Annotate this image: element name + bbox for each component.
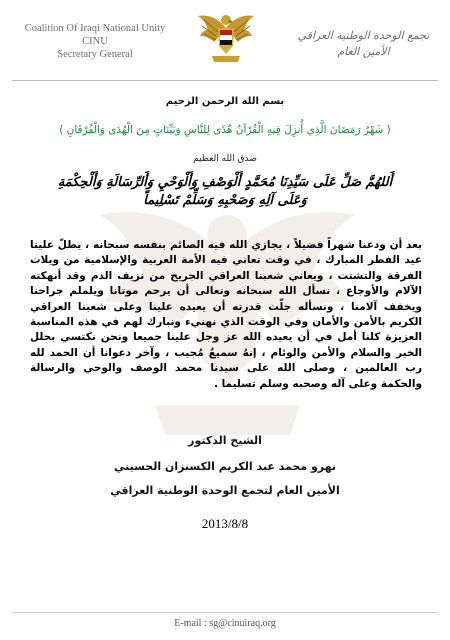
header-divider bbox=[12, 80, 438, 81]
quran-verse: ( شَهْرُ رَمَضَانَ الَّذِي أُنزِلَ فِيهِ الْقُرْآنُ هُدًى لِلنَّاسِ وَبَيِّنَاتٍ مِنَ الْهُدَى وَالْفُرْقَانِ ) bbox=[59, 124, 391, 136]
org-name-english bbox=[20, 22, 170, 61]
signature-block bbox=[40, 432, 410, 500]
org-en-line: Coalition Of Iraqi National Unity bbox=[24, 23, 166, 34]
salawat-blessing bbox=[40, 174, 410, 210]
footer-divider bbox=[12, 612, 438, 613]
org-en-line: Secretary General bbox=[57, 49, 133, 60]
signatory-role: الأمين العام لتجمع الوحدة الوطنية العراقي bbox=[110, 484, 340, 497]
org-en-line: CINU bbox=[82, 36, 108, 47]
letter-date: 2013/8/8 bbox=[201, 516, 249, 531]
signatory-name: نهرو محمد عبد الكريم الكسنزان الحسيني bbox=[113, 460, 337, 473]
salawat-line: وَعَلَى آلِهِ وَصَحْبِهِ وَسَلِّمْ تَسْلِيماً bbox=[143, 193, 307, 208]
bismillah-heading: بسم الله الرحمن الرحيم bbox=[165, 96, 285, 107]
eagle-emblem-icon bbox=[196, 8, 256, 66]
letterhead bbox=[0, 8, 450, 80]
footer-email[interactable]: E-mail : sg@cinuiraq.org bbox=[174, 618, 276, 629]
org-ar-line: الأمين العام bbox=[337, 45, 390, 58]
verse-closing: صدق الله العظيم bbox=[193, 154, 257, 164]
org-ar-line: تجمع الوحدة الوطنية العراقي bbox=[297, 29, 430, 42]
salawat-line: أَللهُمَّ صَلِّ عَلَى سَيِّدِنَا مُحَمَّدٍ أَلْوَصْفِ وَأَلْوَحْيِ وَأَلرِّسَالَةِ وَأَلْحِكْمَةِ bbox=[57, 175, 393, 190]
org-name-arabic bbox=[291, 28, 436, 60]
letter-body: بعد أن ودعنا شهراً فضيلاً ، يجازي الله فيه الصائم بنفسه سبحانه ، يطلّ علينا عيد الفطر المبارك ، في وقت تعاني فيه الأمة العربية والإسلامية من ويلات الفرقة والتشتت ، ويعاني شعبنا العراقي الجريح من نزيف الدم وقد أنهكته الآلام والأوجاع ، نسأل الله سبحانه وتعالى أن يرحم موتانا ويلملم جراحنا ويخفف آلامنا ، ونسأله جلّت قدرته أن يعيده علينا وعلى شعبنا العراقي الكريم بالأمن والأمان وفي الوقت الذي نهنيء ونبارك لهم في هذه المناسبة العزيزة كلنا أمل في أن يعيده الله عز وجل علينا جميعا ونحن نكتسي بحلل الخير والسلام والأمن والوئام ، إنهُ سميعٌ مُجيب ، وآخر دعوانا أن الحمد لله رب العالمين ، وصلى الله على سيدنا محمد الوصف والوحي والرسالة والحكمة وعلى آله وصحبه وسلم تسليما . bbox=[30, 239, 422, 390]
signatory-title: الشيخ الدكتور bbox=[188, 434, 262, 447]
